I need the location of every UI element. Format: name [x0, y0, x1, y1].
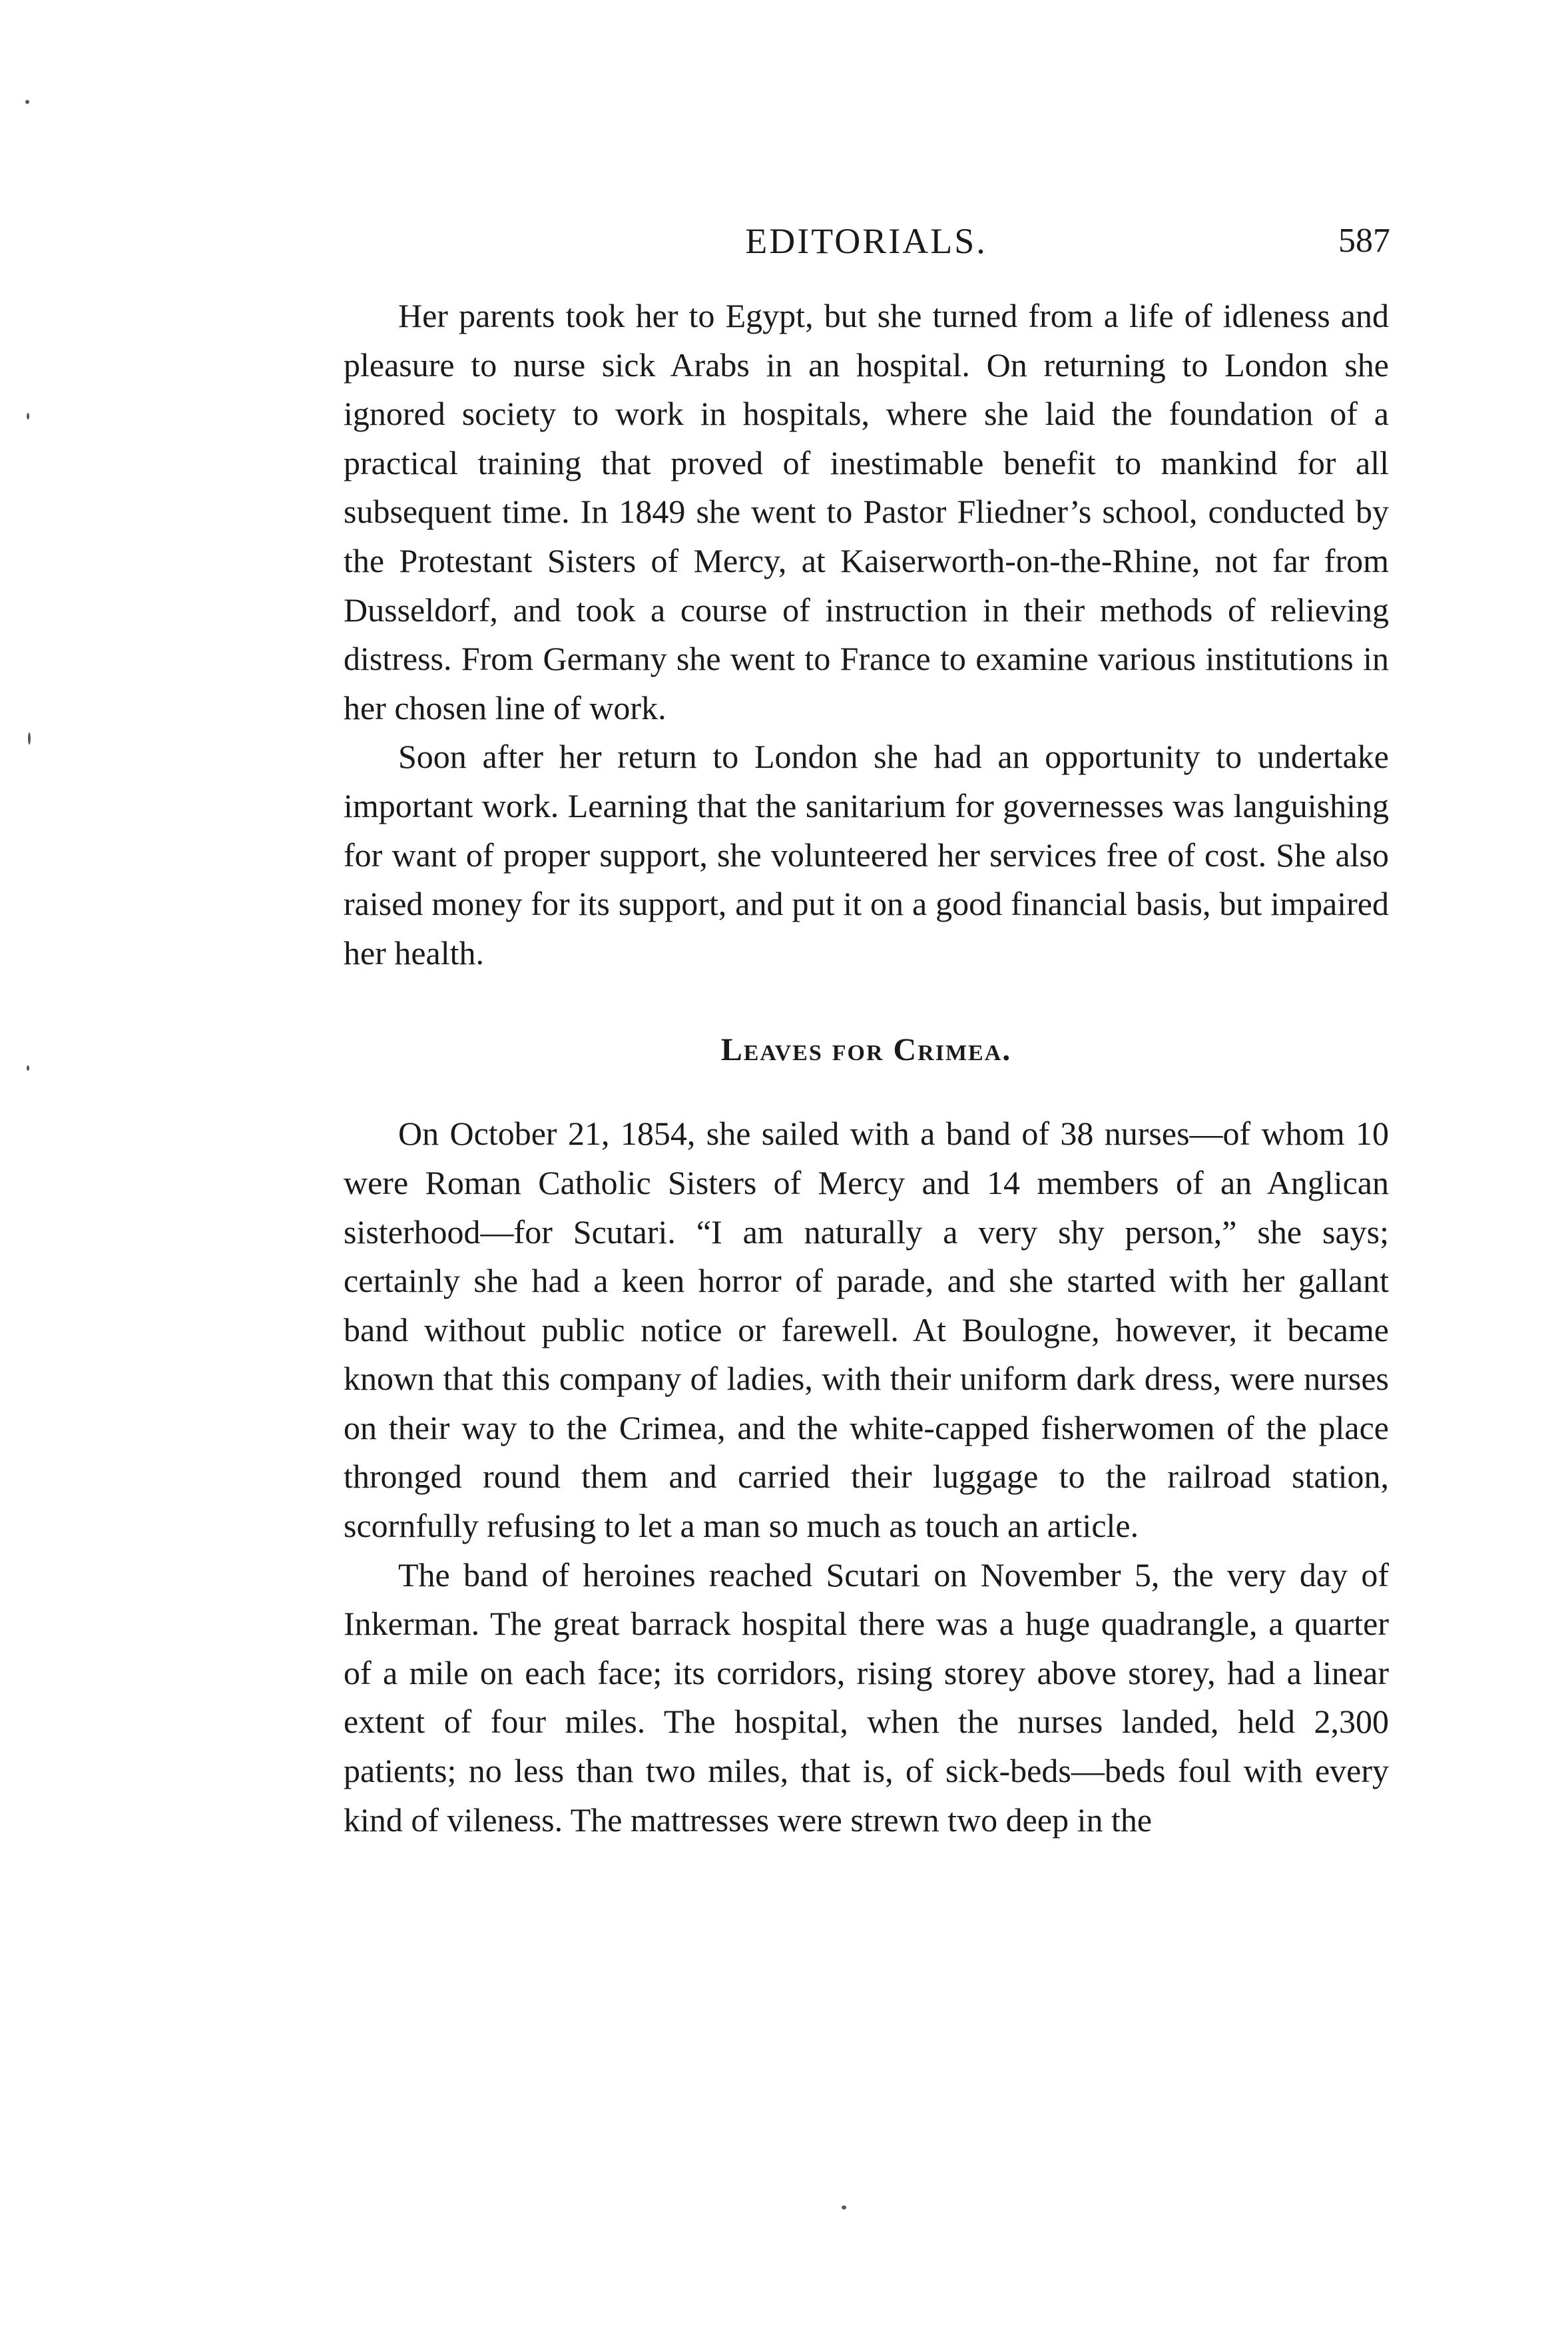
scan-speck [27, 1065, 29, 1071]
running-head: EDITORIALS. [745, 221, 987, 261]
page-number: 587 [1338, 222, 1390, 260]
paragraph: On October 21, 1854, she sailed with a band of 38 nurses—of whom 10 were Roman Catholic Sisters of Mercy and 14 members of an Anglican sisterhood—for Scutari. “I am naturally a very shy person,” she says; certainly she had a keen horror of parade, and she started with her gallant band without public notice or farewell. At Boulogne, however, it became known that this company of ladies, with their uniform dark dress, were nurses on their way to the Crimea, and the white-capped fisherwomen of the place thronged round them and carried their luggage to the railroad station, scornfully refusing to let a man so much as touch an article. [344, 1115, 1389, 1545]
scan-speck [28, 732, 31, 744]
body-text [344, 292, 1389, 1845]
section-heading: Leaves for Crimea. [720, 1032, 1012, 1068]
scan-speck [842, 2205, 846, 2209]
page-header [344, 214, 1389, 268]
scan-speck [27, 413, 29, 420]
scan-speck [25, 100, 29, 104]
paragraph: The band of heroines reached Scutari on November 5, the very day of Inkerman. The great barrack hospital there was a huge quadrangle, a quarter of a mile on each face; its corridors, rising storey above storey, had a linear extent of four miles. The hospital, when the nurses landed, held 2,300 patients; no less than two miles, that is, of sick-beds—beds foul with every kind of vileness. The mattresses were strewn two deep in the [344, 1556, 1389, 1839]
paragraph: Soon after her return to London she had an opportunity to undertake important work. Learning that the sanitarium for governesses was languishing for want of proper support, she volunteered her services free of cost. She also raised money for its support, and put it on a good financial basis, but impaired her health. [344, 738, 1389, 972]
paragraph: Her parents took her to Egypt, but she turned from a life of idleness and pleasure to nurse sick Arabs in an hospital. On returning to London she ignored society to work in hospitals, where she laid the foundation of a practical training that proved of inestimable benefit to mankind for all subsequent time. In 1849 she went to Pastor Fliedner’s school, conducted by the Protestant Sisters of Mercy, at Kaiserworth-on-the-Rhine, not far from Dusseldorf, and took a course of instruction in their methods of relieving distress. From Germany she went to France to examine various institutions in her chosen line of work. [344, 297, 1389, 727]
